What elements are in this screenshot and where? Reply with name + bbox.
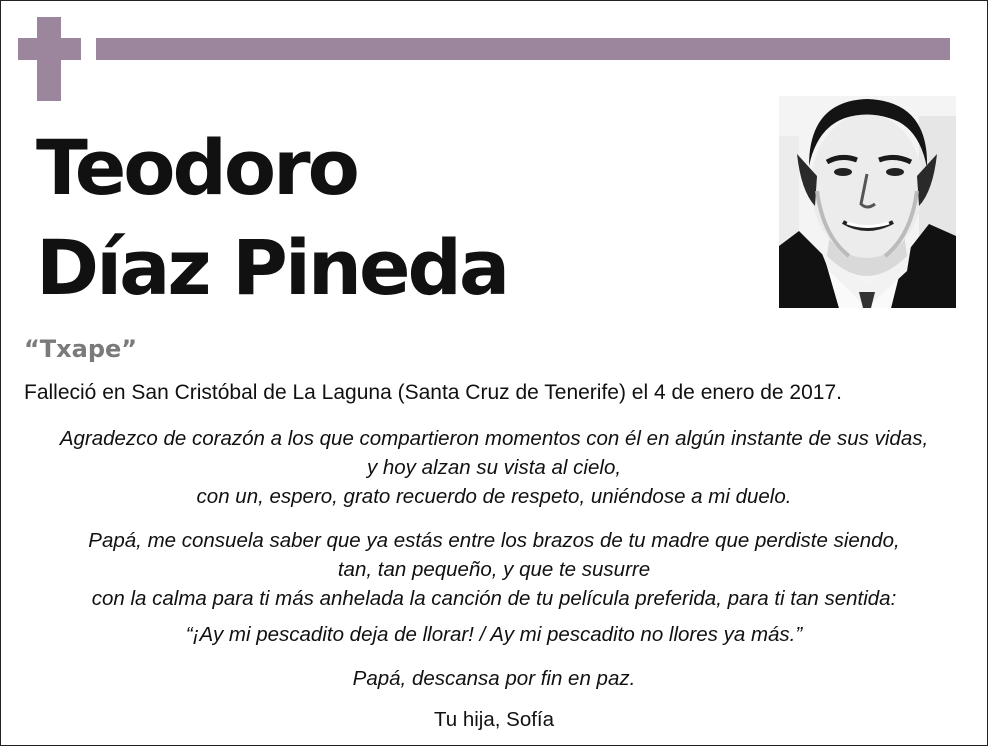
deceased-last-name: Díaz Pineda [36,223,508,312]
message-line: con la calma para ti más anhelada la canción de tu película preferida, para ti tan sentida: [91,587,897,610]
message-line: y hoy alzan su vista al cielo, [366,456,622,479]
message-paragraph-1 [0,424,988,511]
message-line: Papá, me consuela saber que ya estás entre los brazos de tu madre que perdiste siendo, [88,529,900,552]
message-line: con un, espero, grato recuerdo de respeto, uniéndose a mi duelo. [196,485,792,508]
deceased-first-name: Teodoro [36,123,357,212]
message-paragraph-2 [0,526,988,613]
header-rule [96,38,950,60]
message-line: Agradezco de corazón a los que compartieron momentos con él en algún instante de sus vidas, [59,427,929,450]
farewell-line: Papá, descansa por fin en paz. [352,667,636,690]
death-notice: Falleció en San Cristóbal de La Laguna (Santa Cruz de Tenerife) el 4 de enero de 2017. [24,381,842,404]
signature: Tu hija, Sofía [433,708,555,731]
deceased-nickname: “Txape” [24,335,138,363]
message-line: tan, tan pequeño, y que te susurre [337,558,651,581]
portrait-photo [779,96,956,308]
song-quote: “¡Ay mi pescadito deja de llorar! / Ay mi pescadito no llores ya más.” [185,623,803,646]
